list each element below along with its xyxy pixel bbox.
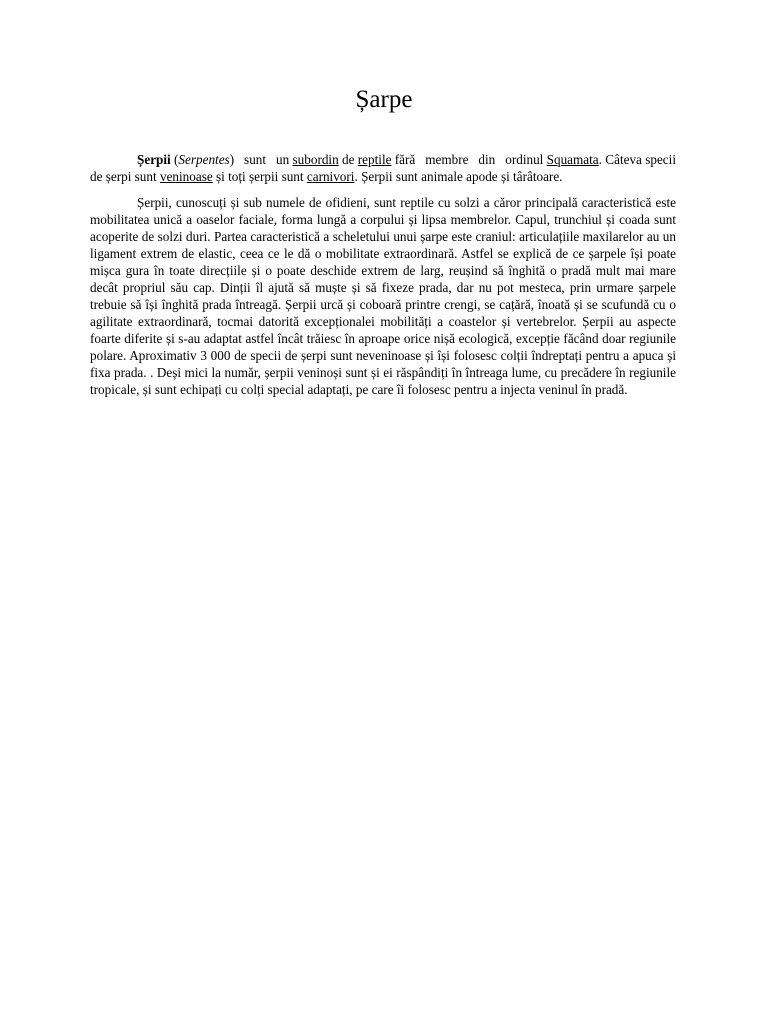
text-segment: ) sunt un bbox=[229, 152, 293, 167]
article-body bbox=[90, 151, 676, 407]
link-veninoase[interactable]: veninoase bbox=[159, 169, 213, 184]
link-carnivori[interactable]: carnivori bbox=[306, 169, 355, 184]
text-segment: fără membre din ordinul bbox=[391, 152, 547, 167]
link-squamata[interactable]: Squamata bbox=[546, 152, 599, 167]
paragraph-intro bbox=[90, 151, 676, 185]
link-subordin[interactable]: subordin bbox=[292, 152, 339, 167]
link-reptile[interactable]: reptile bbox=[357, 152, 392, 167]
paragraph-description: Șerpii, cunoscuți și sub numele de ofidieni, sunt reptile cu solzi a căror principală caracteristică este mobilitatea unică a oaselor faciale, forma lungă a corpului și lipsa membrelor. Capul, trunchiul și coada sunt acoperite de solzi duri. Partea caracteristică a scheletului unui șarpe este craniul: articulațiile maxilarelor au un ligament extrem de elastic, ceea ce le dă o mobilitate extraordinară. Astfel se explică de ce șarpele își poate mișca gura în toate direcțiile și o poate deschide extrem de larg, reușind să înghită o pradă mult mai mare decât propriul său cap. Dinții îl ajută să muște și să fixeze prada, dar nu pot mesteca, prin urmare șarpele trebuie să își înghită prada întreagă. Șerpii urcă și coboară printre crengi, se cațără, înoată și se scufundă cu o agilitate extraordinară, tocmai datorită excepționalei mobilități a coastelor și vertebrelor. Șerpii au aspecte foarte diferite și s-au adaptat astfel încât trăiesc în aproape orice nișă ecologică, excepție făcând doar regiunile polare. Aproximativ 3 000 de specii de șerpi sunt neveninoase și își folosesc colții îndreptați pentru a apuca și fixa prada. . Deși mici la număr, șerpii veninoși sunt și ei răspândiți în întreaga lume, cu precădere în regiunile tropicale, și sunt echipați cu colți special adaptați, pe care îi folosesc pentru a injecta veninul în pradă. bbox=[90, 195, 676, 397]
text-segment: . Câteva specii de șerpi sunt bbox=[90, 152, 676, 184]
text-segment: și toți șerpii sunt bbox=[212, 169, 307, 184]
text-segment: . Șerpii sunt animale apode și târâtoare. bbox=[354, 169, 563, 184]
term-serpii: Șerpii bbox=[137, 152, 171, 167]
page-title: Șarpe bbox=[355, 86, 413, 113]
text-segment: de bbox=[338, 152, 358, 167]
text-segment: ( bbox=[170, 152, 179, 167]
latin-name-serpentes: Serpentes bbox=[178, 152, 230, 167]
